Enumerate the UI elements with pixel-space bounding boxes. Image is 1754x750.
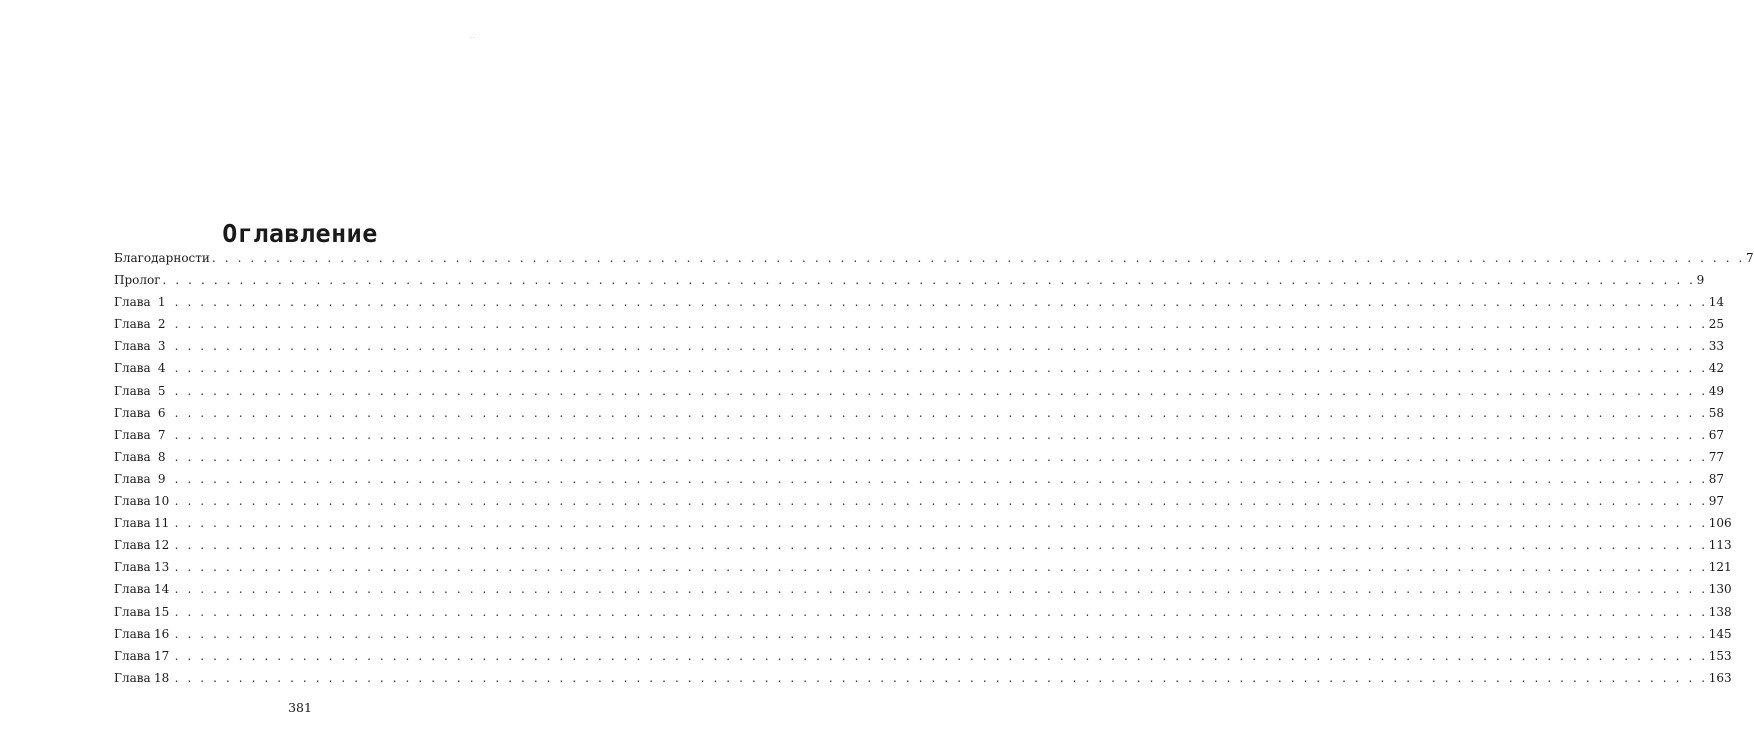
toc-entry-label — [114, 291, 173, 313]
toc-entry-page: 14 — [1708, 295, 1724, 310]
toc-entry-page: 121 — [1708, 560, 1732, 575]
toc-entry[interactable] — [114, 269, 1705, 291]
toc-entry-title: Глава — [114, 560, 151, 575]
toc-entry-chapter-number: 7 — [157, 427, 166, 442]
toc-leader-dots: . . . . . . . . . . . . . . . . . . . . . . . . . . . . . . . . . . . . . . . . . . . . . . . . . . . . . . . . . . . . . . . . . . . . . . . . . . . . . . . . . . . . . . . . . . . . . . . . . . . . . . . . . . . . . . . . . . . . . . . . — [211, 251, 1745, 265]
toc-entry[interactable] — [114, 380, 1724, 402]
toc-entry[interactable] — [114, 512, 1732, 534]
toc-entry-label — [114, 578, 173, 600]
toc-entry-label — [114, 623, 173, 645]
toc-entry[interactable] — [114, 601, 1732, 623]
toc-leader-dots: . . . . . . . . . . . . . . . . . . . . . . . . . . . . . . . . . . . . . . . . . . . . . . . . . . . . . . . . . . . . . . . . . . . . . . . . . . . . . . . . . . . . . . . . . . . . . . . . . . . . . . . . . . . . . . . . . . . . . . . . — [174, 427, 1708, 442]
toc-entry-chapter-number: 11 — [154, 516, 170, 531]
toc-leader-dots: . . . . . . . . . . . . . . . . . . . . . . . . . . . . . . . . . . . . . . . . . . . . . . . . . . . . . . . . . . . . . . . . . . . . . . . . . . . . . . . . . . . . . . . . . . . . . . . . . . . . . . . . . . . . . . . . . . . . . . . . — [174, 538, 1708, 553]
toc-leader-dots: . . . . . . . . . . . . . . . . . . . . . . . . . . . . . . . . . . . . . . . . . . . . . . . . . . . . . . . . . . . . . . . . . . . . . . . . . . . . . . . . . . . . . . . . . . . . . . . . . . . . . . . . . . . . . . . . . . . . . . . . — [174, 405, 1708, 420]
toc-entry-page: 49 — [1708, 383, 1724, 398]
toc-entry-title: Глава — [114, 670, 151, 685]
toc-entry-title: Благодарности — [114, 251, 210, 265]
toc-entry-chapter-number: 13 — [154, 560, 170, 575]
toc-entry-label — [114, 556, 173, 578]
toc-entry-page: 7 — [1745, 251, 1754, 265]
toc-entry[interactable] — [114, 357, 1724, 379]
toc-entry-label — [114, 247, 210, 269]
toc-entry-page: 153 — [1708, 648, 1732, 663]
toc-leader-dots: . . . . . . . . . . . . . . . . . . . . . . . . . . . . . . . . . . . . . . . . . . . . . . . . . . . . . . . . . . . . . . . . . . . . . . . . . . . . . . . . . . . . . . . . . . . . . . . . . . . . . . . . . . . . . . . . . . . . . . . . — [174, 295, 1708, 310]
toc-entry-chapter-number: 6 — [157, 405, 166, 420]
toc-leader-dots: . . . . . . . . . . . . . . . . . . . . . . . . . . . . . . . . . . . . . . . . . . . . . . . . . . . . . . . . . . . . . . . . . . . . . . . . . . . . . . . . . . . . . . . . . . . . . . . . . . . . . . . . . . . . . . . . . . . . . . . . — [174, 626, 1708, 641]
toc-entry-label — [114, 380, 173, 402]
toc-entry[interactable] — [114, 667, 1732, 689]
toc-entry-page: 9 — [1696, 273, 1705, 288]
page-number: 381 — [288, 700, 312, 715]
toc-leader-dots: . . . . . . . . . . . . . . . . . . . . . . . . . . . . . . . . . . . . . . . . . . . . . . . . . . . . . . . . . . . . . . . . . . . . . . . . . . . . . . . . . . . . . . . . . . . . . . . . . . . . . . . . . . . . . . . . . . . . . . . . — [174, 471, 1708, 486]
toc-entry[interactable] — [114, 623, 1732, 645]
toc-entry[interactable] — [114, 446, 1724, 468]
toc-entry-chapter-number: 15 — [154, 604, 170, 619]
toc-leader-dots: . . . . . . . . . . . . . . . . . . . . . . . . . . . . . . . . . . . . . . . . . . . . . . . . . . . . . . . . . . . . . . . . . . . . . . . . . . . . . . . . . . . . . . . . . . . . . . . . . . . . . . . . . . . . . . . . . . . . . . . . — [174, 648, 1708, 663]
toc-entry-chapter-number: 9 — [157, 471, 166, 486]
corner-mark: .. — [470, 33, 476, 40]
toc-leader-dots: . . . . . . . . . . . . . . . . . . . . . . . . . . . . . . . . . . . . . . . . . . . . . . . . . . . . . . . . . . . . . . . . . . . . . . . . . . . . . . . . . . . . . . . . . . . . . . . . . . . . . . . . . . . . . . . . . . . . . . . . — [174, 582, 1708, 597]
toc-entry-title: Глава — [114, 405, 151, 420]
toc-leader-dots: . . . . . . . . . . . . . . . . . . . . . . . . . . . . . . . . . . . . . . . . . . . . . . . . . . . . . . . . . . . . . . . . . . . . . . . . . . . . . . . . . . . . . . . . . . . . . . . . . . . . . . . . . . . . . . . . . . . . . . . . — [174, 494, 1708, 509]
toc-entry-label — [114, 402, 173, 424]
toc-entry-title: Пролог — [114, 273, 161, 288]
toc-entry-page: 77 — [1708, 449, 1724, 464]
toc-entry-title: Глава — [114, 471, 151, 486]
toc-entry[interactable] — [114, 534, 1732, 556]
toc-entry-label — [114, 645, 173, 667]
toc-entry-page: 42 — [1708, 361, 1724, 376]
toc-leader-dots: . . . . . . . . . . . . . . . . . . . . . . . . . . . . . . . . . . . . . . . . . . . . . . . . . . . . . . . . . . . . . . . . . . . . . . . . . . . . . . . . . . . . . . . . . . . . . . . . . . . . . . . . . . . . . . . . . . . . . . . . — [174, 516, 1708, 531]
toc-entry-title: Глава — [114, 582, 151, 597]
toc-entry-title: Глава — [114, 648, 151, 663]
toc-entry-chapter-number: 18 — [154, 670, 170, 685]
toc-entry-chapter-number: 14 — [154, 582, 170, 597]
toc-entry-page: 97 — [1708, 494, 1724, 509]
toc-entry-label — [114, 468, 173, 490]
toc-entry-page: 106 — [1708, 516, 1732, 531]
toc-entry-title: Глава — [114, 295, 151, 310]
toc-entry-chapter-number: 8 — [157, 449, 166, 464]
toc-entry-label — [114, 357, 173, 379]
toc-entry-label — [114, 446, 173, 468]
toc-entry[interactable] — [114, 490, 1724, 512]
toc-entry-page: 87 — [1708, 471, 1724, 486]
toc-entry-title: Глава — [114, 361, 151, 376]
toc-entry-title: Глава — [114, 604, 151, 619]
toc-leader-dots: . . . . . . . . . . . . . . . . . . . . . . . . . . . . . . . . . . . . . . . . . . . . . . . . . . . . . . . . . . . . . . . . . . . . . . . . . . . . . . . . . . . . . . . . . . . . . . . . . . . . . . . . . . . . . . . . . . . . . . . . — [174, 317, 1708, 332]
toc-entry[interactable] — [114, 645, 1732, 667]
toc-leader-dots: . . . . . . . . . . . . . . . . . . . . . . . . . . . . . . . . . . . . . . . . . . . . . . . . . . . . . . . . . . . . . . . . . . . . . . . . . . . . . . . . . . . . . . . . . . . . . . . . . . . . . . . . . . . . . . . . . . . . . . . . — [174, 449, 1708, 464]
toc-entry-page: 25 — [1708, 317, 1724, 332]
toc-entry-page: 33 — [1708, 339, 1724, 354]
page-title: Оглавление — [222, 218, 378, 248]
toc-entry-page: 163 — [1708, 670, 1732, 685]
toc-entry-label — [114, 490, 173, 512]
toc-entry[interactable] — [114, 578, 1732, 600]
toc-entry-label — [114, 424, 173, 446]
toc-entry[interactable] — [114, 556, 1732, 578]
toc-entry[interactable] — [114, 424, 1724, 446]
toc-entry-title: Глава — [114, 427, 151, 442]
toc-entry-chapter-number: 4 — [157, 361, 166, 376]
toc-entry-chapter-number: 3 — [157, 339, 166, 354]
toc-entry-page: 130 — [1708, 582, 1732, 597]
toc-entry-title: Глава — [114, 449, 151, 464]
toc-entry[interactable] — [114, 247, 1754, 269]
toc-entry-label — [114, 335, 173, 357]
toc-leader-dots: . . . . . . . . . . . . . . . . . . . . . . . . . . . . . . . . . . . . . . . . . . . . . . . . . . . . . . . . . . . . . . . . . . . . . . . . . . . . . . . . . . . . . . . . . . . . . . . . . . . . . . . . . . . . . . . . . . . . . . . . — [174, 604, 1708, 619]
toc-entry-label — [114, 269, 161, 291]
toc-entry-label — [114, 313, 173, 335]
toc-leader-dots: . . . . . . . . . . . . . . . . . . . . . . . . . . . . . . . . . . . . . . . . . . . . . . . . . . . . . . . . . . . . . . . . . . . . . . . . . . . . . . . . . . . . . . . . . . . . . . . . . . . . . . . . . . . . . . . . . . . . . . . . — [174, 670, 1708, 685]
toc-entry-title: Глава — [114, 383, 151, 398]
toc-leader-dots: . . . . . . . . . . . . . . . . . . . . . . . . . . . . . . . . . . . . . . . . . . . . . . . . . . . . . . . . . . . . . . . . . . . . . . . . . . . . . . . . . . . . . . . . . . . . . . . . . . . . . . . . . . . . . . . . . . . . . . . . — [174, 339, 1708, 354]
toc-entry-title: Глава — [114, 516, 151, 531]
toc-entry-chapter-number: 12 — [154, 538, 170, 553]
toc-entry-page: 58 — [1708, 405, 1724, 420]
toc-entry-label — [114, 601, 173, 623]
toc-entry[interactable] — [114, 402, 1724, 424]
toc-entry-title: Глава — [114, 339, 151, 354]
toc-entry-title: Глава — [114, 626, 151, 641]
toc-leader-dots: . . . . . . . . . . . . . . . . . . . . . . . . . . . . . . . . . . . . . . . . . . . . . . . . . . . . . . . . . . . . . . . . . . . . . . . . . . . . . . . . . . . . . . . . . . . . . . . . . . . . . . . . . . . . . . . . . . . . . . . . — [174, 383, 1708, 398]
toc-entry-chapter-number: 1 — [157, 295, 166, 310]
toc-entry-chapter-number: 16 — [154, 626, 170, 641]
toc-entry-chapter-number: 2 — [157, 317, 166, 332]
toc-entry-page: 67 — [1708, 427, 1724, 442]
toc-entry-chapter-number: 5 — [157, 383, 166, 398]
table-of-contents — [114, 247, 1754, 689]
toc-entry[interactable] — [114, 335, 1724, 357]
toc-leader-dots: . . . . . . . . . . . . . . . . . . . . . . . . . . . . . . . . . . . . . . . . . . . . . . . . . . . . . . . . . . . . . . . . . . . . . . . . . . . . . . . . . . . . . . . . . . . . . . . . . . . . . . . . . . . . . . . . . . . . . . . . — [174, 361, 1708, 376]
toc-entry-title: Глава — [114, 317, 151, 332]
toc-entry-page: 113 — [1708, 538, 1732, 553]
toc-entry-chapter-number: 17 — [154, 648, 170, 663]
toc-entry[interactable] — [114, 313, 1724, 335]
toc-entry[interactable] — [114, 468, 1724, 490]
toc-entry[interactable] — [114, 291, 1724, 313]
toc-entry-title: Глава — [114, 538, 151, 553]
toc-leader-dots: . . . . . . . . . . . . . . . . . . . . . . . . . . . . . . . . . . . . . . . . . . . . . . . . . . . . . . . . . . . . . . . . . . . . . . . . . . . . . . . . . . . . . . . . . . . . . . . . . . . . . . . . . . . . . . . . . . . . . . . . — [174, 560, 1708, 575]
toc-entry-label — [114, 667, 173, 689]
toc-entry-page: 138 — [1708, 604, 1732, 619]
toc-leader-dots: . . . . . . . . . . . . . . . . . . . . . . . . . . . . . . . . . . . . . . . . . . . . . . . . . . . . . . . . . . . . . . . . . . . . . . . . . . . . . . . . . . . . . . . . . . . . . . . . . . . . . . . . . . . . . . . . . . . . . . . . — [162, 273, 1696, 288]
toc-entry-title: Глава — [114, 494, 151, 509]
toc-entry-chapter-number: 10 — [154, 494, 170, 509]
toc-entry-label — [114, 512, 173, 534]
toc-entry-label — [114, 534, 173, 556]
toc-entry-page: 145 — [1708, 626, 1732, 641]
